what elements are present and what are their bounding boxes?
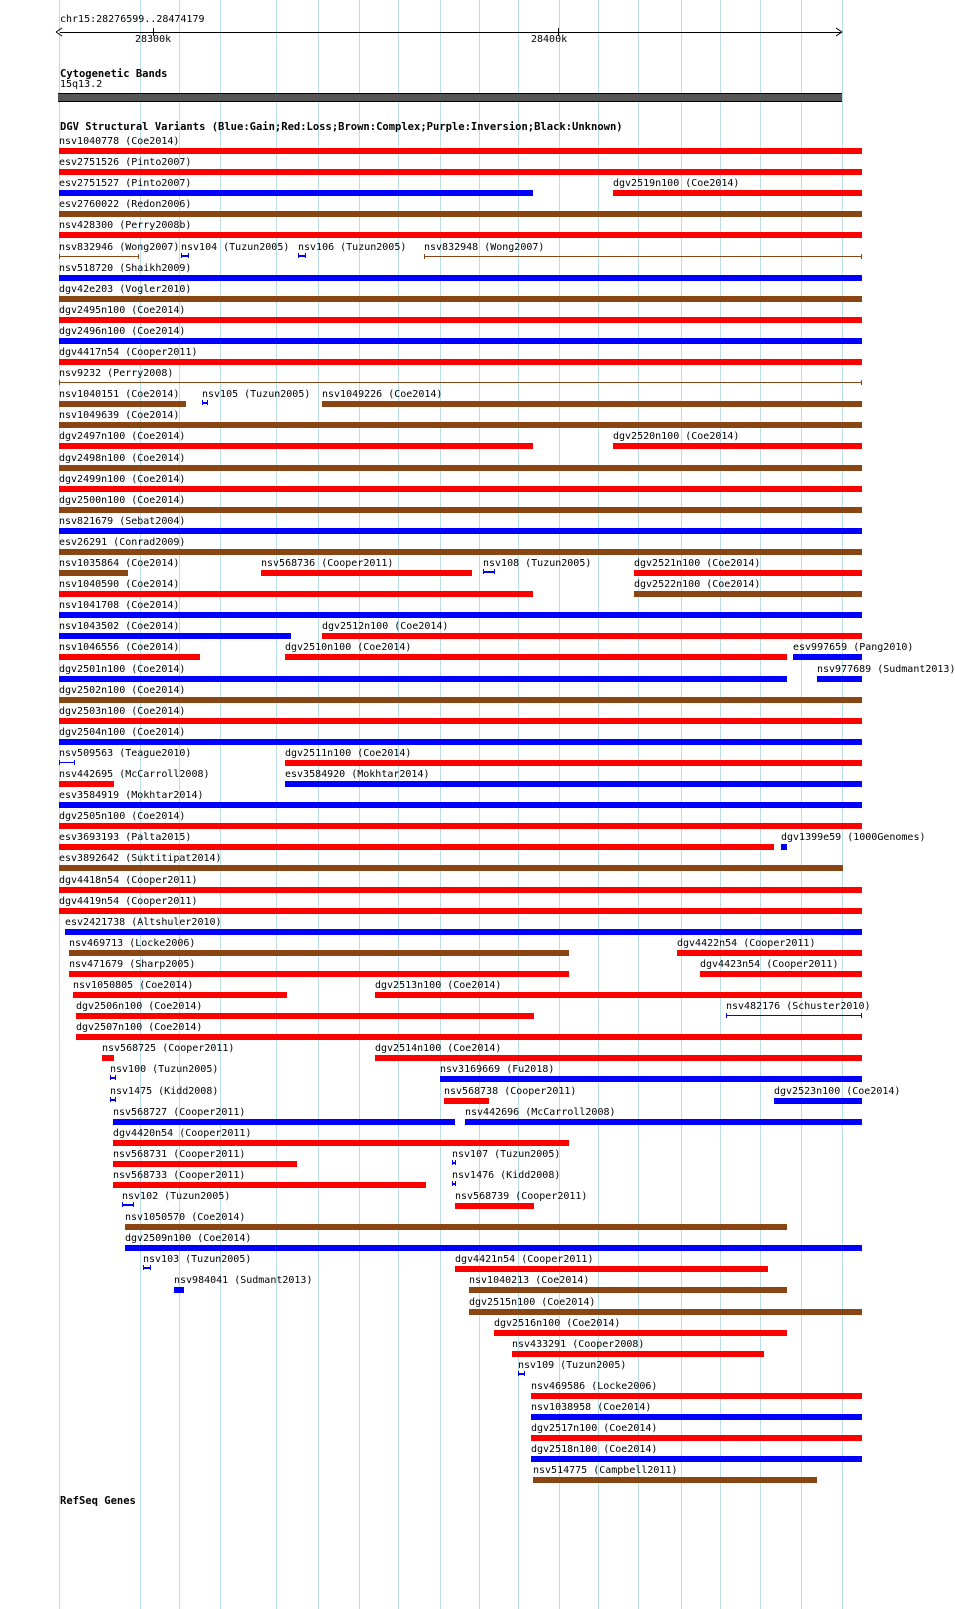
variant-label[interactable]: dgv4419n54 (Cooper2011)	[59, 896, 198, 907]
ruler-tick-label: 28300k	[135, 34, 172, 45]
variant-bar[interactable]	[469, 1287, 787, 1293]
variant-label[interactable]: dgv2519n100 (Coe2014)	[613, 178, 740, 189]
variant-bar[interactable]	[113, 1161, 297, 1167]
variant-bar[interactable]	[76, 1013, 534, 1019]
variant-bar[interactable]	[444, 1098, 489, 1104]
variant-label[interactable]: nsv1040778 (Coe2014)	[59, 136, 180, 147]
variant-bar[interactable]	[59, 781, 114, 787]
variant-mark[interactable]	[143, 1267, 151, 1269]
variant-label[interactable]: dgv2514n100 (Coe2014)	[375, 1043, 502, 1054]
variant-label[interactable]: dgv2510n100 (Coe2014)	[285, 642, 412, 653]
variant-label[interactable]: dgv2506n100 (Coe2014)	[76, 1001, 203, 1012]
variant-label[interactable]: dgv4418n54 (Cooper2011)	[59, 875, 198, 886]
variant-label[interactable]: esv3584919 (Mokhtar2014)	[59, 790, 204, 801]
variant-label[interactable]: dgv2509n100 (Coe2014)	[125, 1233, 252, 1244]
variant-label[interactable]: esv2421738 (Altshuler2010)	[65, 917, 222, 928]
variant-mark[interactable]	[110, 1077, 116, 1079]
variant-label[interactable]: nsv471679 (Sharp2005)	[69, 959, 196, 970]
variant-bar[interactable]	[817, 676, 862, 682]
variant-bar[interactable]	[59, 802, 862, 808]
variant-label[interactable]: dgv2504n100 (Coe2014)	[59, 727, 186, 738]
variant-bar[interactable]	[261, 570, 472, 576]
variant-label[interactable]: dgv2522n100 (Coe2014)	[634, 579, 761, 590]
variant-bar[interactable]	[613, 190, 862, 196]
variant-mark[interactable]	[122, 1204, 134, 1206]
variant-label[interactable]: dgv2497n100 (Coe2014)	[59, 431, 186, 442]
variant-label[interactable]: nsv1049639 (Coe2014)	[59, 410, 180, 421]
variant-label[interactable]: nsv568739 (Cooper2011)	[455, 1191, 588, 1202]
variant-label[interactable]: nsv482176 (Schuster2010)	[726, 1001, 871, 1012]
variant-label[interactable]: nsv1041708 (Coe2014)	[59, 600, 180, 611]
variant-label[interactable]: dgv4421n54 (Cooper2011)	[455, 1254, 594, 1265]
variant-label[interactable]: nsv105 (Tuzun2005)	[202, 389, 311, 400]
variant-bar[interactable]	[59, 465, 862, 471]
variant-label[interactable]: dgv4420n54 (Cooper2011)	[113, 1128, 252, 1139]
variant-label[interactable]: nsv442695 (McCarroll2008)	[59, 769, 210, 780]
variant-bar[interactable]	[102, 1055, 114, 1061]
variant-label[interactable]: nsv106 (Tuzun2005)	[298, 242, 407, 253]
variant-bar[interactable]	[59, 338, 862, 344]
variant-label[interactable]: dgv2499n100 (Coe2014)	[59, 474, 186, 485]
variant-bar[interactable]	[533, 1477, 817, 1483]
variant-label[interactable]: dgv2498n100 (Coe2014)	[59, 453, 186, 464]
variant-bar[interactable]	[59, 887, 862, 893]
variant-bar[interactable]	[113, 1140, 569, 1146]
variant-bar[interactable]	[73, 992, 287, 998]
variant-label[interactable]: dgv1399e59 (1000Genomes)	[781, 832, 926, 843]
variant-label[interactable]: nsv107 (Tuzun2005)	[452, 1149, 561, 1160]
variant-label[interactable]: nsv1040151 (Coe2014)	[59, 389, 180, 400]
variant-bar[interactable]	[59, 570, 128, 576]
variant-label[interactable]: nsv1040590 (Coe2014)	[59, 579, 180, 590]
variant-mark[interactable]	[181, 255, 189, 257]
variant-line[interactable]	[726, 1015, 862, 1016]
variant-label[interactable]: dgv2513n100 (Coe2014)	[375, 980, 502, 991]
variant-bar[interactable]	[375, 1055, 862, 1061]
variant-bar[interactable]	[677, 950, 862, 956]
variant-label[interactable]: nsv433291 (Cooper2008)	[512, 1339, 645, 1350]
variant-bar[interactable]	[174, 1287, 184, 1293]
variant-bar[interactable]	[440, 1076, 862, 1082]
variant-mark[interactable]	[298, 255, 306, 257]
variant-bar[interactable]	[59, 317, 862, 323]
variant-bar[interactable]	[59, 676, 787, 682]
variant-mark[interactable]	[452, 1162, 456, 1164]
variant-bar[interactable]	[59, 443, 533, 449]
variant-label[interactable]: nsv469586 (Locke2006)	[531, 1381, 658, 1392]
variant-bar[interactable]	[69, 971, 569, 977]
variant-label[interactable]: esv3584920 (Mokhtar2014)	[285, 769, 430, 780]
variant-bar[interactable]	[59, 211, 862, 217]
variant-label[interactable]: dgv4417n54 (Cooper2011)	[59, 347, 198, 358]
variant-bar[interactable]	[76, 1034, 862, 1040]
variant-bar[interactable]	[700, 971, 862, 977]
cyto-band-label: 15q13.2	[60, 79, 103, 90]
variant-label[interactable]: dgv4423n54 (Cooper2011)	[700, 959, 839, 970]
variant-label[interactable]: dgv2502n100 (Coe2014)	[59, 685, 186, 696]
variant-bar[interactable]	[285, 760, 862, 766]
variant-label[interactable]: dgv4422n54 (Cooper2011)	[677, 938, 816, 949]
variant-label[interactable]: dgv2512n100 (Coe2014)	[322, 621, 449, 632]
variant-bar[interactable]	[59, 359, 862, 365]
variant-bar[interactable]	[613, 443, 862, 449]
variant-bar[interactable]	[59, 148, 862, 154]
refseq-track-title[interactable]: RefSeq Genes	[60, 1495, 136, 1507]
variant-label[interactable]: dgv2495n100 (Coe2014)	[59, 305, 186, 316]
variant-bar[interactable]	[59, 169, 862, 175]
variant-label[interactable]: nsv1050805 (Coe2014)	[73, 980, 194, 991]
variant-bar[interactable]	[113, 1182, 426, 1188]
variant-label[interactable]: esv2751526 (Pinto2007)	[59, 157, 192, 168]
variant-bar[interactable]	[531, 1393, 862, 1399]
variant-bar[interactable]	[634, 591, 862, 597]
variant-bar[interactable]	[285, 654, 787, 660]
variant-bar[interactable]	[531, 1435, 862, 1441]
variant-bar[interactable]	[469, 1309, 862, 1315]
variant-label[interactable]: nsv1475 (Kidd2008)	[110, 1086, 219, 1097]
variant-label[interactable]: dgv2505n100 (Coe2014)	[59, 811, 186, 822]
variant-label[interactable]: dgv2507n100 (Coe2014)	[76, 1022, 203, 1033]
variant-label[interactable]: esv997659 (Pang2010)	[793, 642, 914, 653]
ruler-position: chr15:28276599..28474179	[60, 14, 205, 25]
variant-bar[interactable]	[113, 1119, 455, 1125]
variant-label[interactable]: esv2760022 (Redon2006)	[59, 199, 192, 210]
variant-bar[interactable]	[59, 549, 862, 555]
variant-bar[interactable]	[59, 654, 200, 660]
variant-label[interactable]: nsv9232 (Perry2008)	[59, 368, 174, 379]
variant-label[interactable]: nsv509563 (Teague2010)	[59, 748, 192, 759]
variant-mark[interactable]	[202, 402, 208, 404]
variant-line[interactable]	[59, 762, 75, 763]
variant-label[interactable]: nsv1040213 (Coe2014)	[469, 1275, 590, 1286]
variant-line[interactable]	[59, 256, 139, 257]
variant-label[interactable]: nsv568733 (Cooper2011)	[113, 1170, 246, 1181]
variant-bar[interactable]	[465, 1119, 862, 1125]
variant-label[interactable]: nsv832946 (Wong2007)	[59, 242, 180, 253]
variant-label[interactable]: nsv568731 (Cooper2011)	[113, 1149, 246, 1160]
variant-bar[interactable]	[59, 190, 533, 196]
variant-bar[interactable]	[793, 654, 862, 660]
variant-label[interactable]: dgv42e203 (Vogler2010)	[59, 284, 192, 295]
variant-bar[interactable]	[59, 718, 862, 724]
variant-mark[interactable]	[452, 1183, 456, 1185]
ruler-arrow-left-icon[interactable]	[56, 28, 66, 38]
variant-label[interactable]: nsv821679 (Sebat2004)	[59, 516, 186, 527]
variant-mark[interactable]	[483, 571, 495, 573]
variant-bar[interactable]	[125, 1224, 787, 1230]
variant-label[interactable]: dgv2521n100 (Coe2014)	[634, 558, 761, 569]
variant-bar[interactable]	[59, 823, 862, 829]
variant-label[interactable]: nsv3169669 (Fu2018)	[440, 1064, 555, 1075]
variant-label[interactable]: nsv1035864 (Coe2014)	[59, 558, 180, 569]
variant-label[interactable]: nsv832948 (Wong2007)	[424, 242, 545, 253]
variant-bar[interactable]	[59, 591, 533, 597]
variant-bar[interactable]	[531, 1414, 862, 1420]
ruler-axis	[60, 32, 842, 33]
variant-label[interactable]: dgv2503n100 (Coe2014)	[59, 706, 186, 717]
variant-bar[interactable]	[59, 528, 862, 534]
variant-label[interactable]: nsv103 (Tuzun2005)	[143, 1254, 252, 1265]
variant-label[interactable]: nsv108 (Tuzun2005)	[483, 558, 592, 569]
variant-label[interactable]: nsv1043502 (Coe2014)	[59, 621, 180, 632]
variant-bar[interactable]	[59, 865, 843, 871]
variant-label[interactable]: dgv2518n100 (Coe2014)	[531, 1444, 658, 1455]
variant-bar[interactable]	[322, 633, 862, 639]
variant-label[interactable]: dgv2516n100 (Coe2014)	[494, 1318, 621, 1329]
variant-label[interactable]: esv2751527 (Pinto2007)	[59, 178, 192, 189]
variant-label[interactable]: nsv469713 (Locke2006)	[69, 938, 196, 949]
variant-bar[interactable]	[59, 486, 862, 492]
variant-label[interactable]: nsv1046556 (Coe2014)	[59, 642, 180, 653]
variant-bar[interactable]	[59, 739, 862, 745]
variant-label[interactable]: esv26291 (Conrad2009)	[59, 537, 186, 548]
variant-label[interactable]: nsv568736 (Cooper2011)	[261, 558, 394, 569]
variant-bar[interactable]	[59, 697, 862, 703]
variant-bar[interactable]	[285, 781, 862, 787]
variant-label[interactable]: nsv104 (Tuzun2005)	[181, 242, 290, 253]
cyto-track-title[interactable]: Cytogenetic Bands	[60, 68, 168, 80]
variant-label[interactable]: esv3892642 (Suktitipat2014)	[59, 853, 222, 864]
variant-label[interactable]: nsv1038958 (Coe2014)	[531, 1402, 652, 1413]
variant-label[interactable]: nsv1049226 (Coe2014)	[322, 389, 443, 400]
variant-label[interactable]: dgv2511n100 (Coe2014)	[285, 748, 412, 759]
variant-label[interactable]: nsv514775 (Campbell2011)	[533, 1465, 678, 1476]
variant-label[interactable]: nsv518720 (Shaikh2009)	[59, 263, 192, 274]
variant-label[interactable]: dgv2496n100 (Coe2014)	[59, 326, 186, 337]
variant-bar[interactable]	[59, 422, 862, 428]
ruler-arrow-right-icon[interactable]	[836, 28, 846, 38]
variant-bar[interactable]	[455, 1266, 768, 1272]
variant-label[interactable]: dgv2500n100 (Coe2014)	[59, 495, 186, 506]
variant-bar[interactable]	[59, 633, 291, 639]
variant-label[interactable]: nsv102 (Tuzun2005)	[122, 1191, 231, 1202]
variant-bar[interactable]	[455, 1203, 534, 1209]
variant-bar[interactable]	[59, 507, 862, 513]
variant-bar[interactable]	[59, 296, 862, 302]
variant-bar[interactable]	[774, 1098, 862, 1104]
variant-label[interactable]: nsv1050570 (Coe2014)	[125, 1212, 246, 1223]
dgv-track-title[interactable]: DGV Structural Variants (Blue:Gain;Red:Loss;Brown:Complex;Purple:Inversion;Black:Unknown)	[60, 121, 623, 133]
variant-label[interactable]: dgv2520n100 (Coe2014)	[613, 431, 740, 442]
cyto-band[interactable]	[58, 93, 842, 102]
variant-label[interactable]: dgv2517n100 (Coe2014)	[531, 1423, 658, 1434]
variant-label[interactable]: nsv100 (Tuzun2005)	[110, 1064, 219, 1075]
variant-mark[interactable]	[110, 1099, 116, 1101]
variant-bar[interactable]	[69, 950, 569, 956]
variant-bar[interactable]	[59, 275, 862, 281]
variant-label[interactable]: esv3693193 (Palta2015)	[59, 832, 192, 843]
variant-bar[interactable]	[322, 401, 862, 407]
variant-bar[interactable]	[59, 401, 186, 407]
variant-label[interactable]: nsv1476 (Kidd2008)	[452, 1170, 561, 1181]
variant-label[interactable]: nsv568725 (Cooper2011)	[102, 1043, 235, 1054]
variant-bar[interactable]	[65, 929, 862, 935]
variant-bar[interactable]	[781, 844, 787, 850]
variant-bar[interactable]	[512, 1351, 764, 1357]
variant-bar[interactable]	[375, 992, 862, 998]
variant-bar[interactable]	[59, 844, 774, 850]
variant-bar[interactable]	[59, 232, 862, 238]
variant-label[interactable]: nsv442696 (McCarroll2008)	[465, 1107, 616, 1118]
variant-bar[interactable]	[59, 908, 862, 914]
variant-bar[interactable]	[531, 1456, 862, 1462]
variant-label[interactable]: nsv568727 (Cooper2011)	[113, 1107, 246, 1118]
variant-label[interactable]: nsv568738 (Cooper2011)	[444, 1086, 577, 1097]
variant-label[interactable]: dgv2523n100 (Coe2014)	[774, 1086, 901, 1097]
variant-mark[interactable]	[518, 1373, 525, 1375]
variant-bar[interactable]	[634, 570, 862, 576]
variant-label[interactable]: nsv109 (Tuzun2005)	[518, 1360, 627, 1371]
variant-bar[interactable]	[494, 1330, 787, 1336]
variant-bar[interactable]	[125, 1245, 862, 1251]
variant-label[interactable]: nsv984041 (Sudmant2013)	[174, 1275, 313, 1286]
variant-label[interactable]: nsv977689 (Sudmant2013)	[817, 664, 955, 675]
variant-bar[interactable]	[59, 612, 862, 618]
variant-label[interactable]: dgv2501n100 (Coe2014)	[59, 664, 186, 675]
ruler-tick-label: 28400k	[531, 34, 568, 45]
variant-label[interactable]: dgv2515n100 (Coe2014)	[469, 1297, 596, 1308]
variant-label[interactable]: nsv428300 (Perry2008b)	[59, 220, 192, 231]
variant-line[interactable]	[424, 256, 862, 257]
variant-line[interactable]	[59, 382, 862, 383]
